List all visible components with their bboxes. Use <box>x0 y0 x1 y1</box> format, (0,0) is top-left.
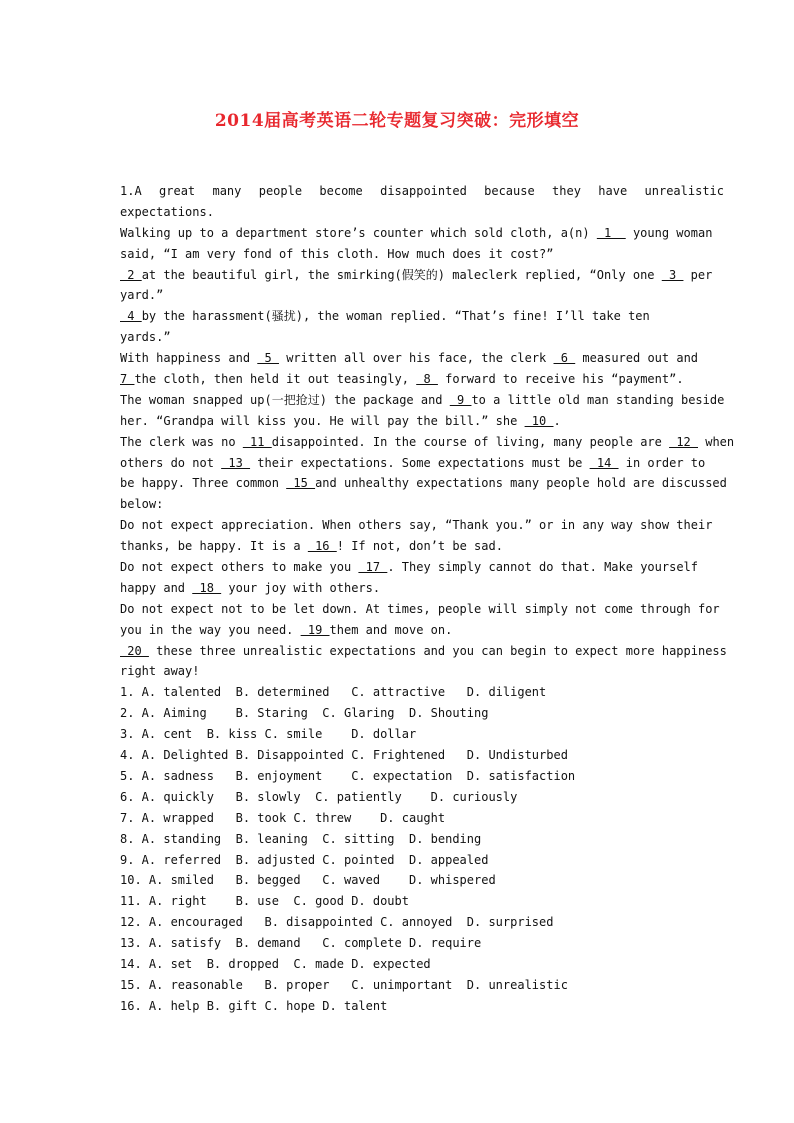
text-segment: at the beautiful girl, the smirking(假笑的) maleclerk replied, “Only one <box>141 267 662 282</box>
option-line: 1. A. talented B. determined C. attractive D. diligent <box>120 685 547 700</box>
blank-14: 14 <box>589 455 619 470</box>
option-line: 5. A. sadness B. enjoyment C. expectation D. satisfaction <box>120 768 576 783</box>
blank-4: 4 <box>120 309 142 324</box>
text-segment: their expectations. Some expectations must be <box>250 455 590 470</box>
option-line: 12. A. encouraged B. disappointed C. annoyed D. surprised <box>120 915 554 930</box>
document-title: 2014届高考英语二轮专题复习突破：完形填空 <box>214 111 580 131</box>
text-segment: forward to receive his “payment”. <box>437 372 684 387</box>
text-segment: and unhealthy expectations many people hold are discussed <box>315 476 727 491</box>
option-line: 11. A. right B. use C. good D. doubt <box>120 894 409 909</box>
blank-17: 17 <box>358 560 388 575</box>
text-segment: her. “Grandpa will kiss you. He will pay the bill.” she <box>120 413 525 428</box>
blank-3: 3 <box>661 267 684 282</box>
passage-line <box>120 578 724 599</box>
text-segment: Walking up to a department store’s counter which sold cloth, a(n) <box>120 225 597 240</box>
text-segment: The clerk was no <box>120 434 243 449</box>
blank-12: 12 <box>669 434 698 449</box>
blank-1: 1 <box>596 225 626 240</box>
passage-line <box>120 473 727 494</box>
text-segment: . <box>553 413 561 428</box>
blank-13: 13 <box>221 455 251 470</box>
text-segment: The woman snapped up(一把抢过) the package and <box>120 392 450 407</box>
text-segment: to a little old man standing beside <box>471 392 725 407</box>
text-segment: by the harassment(骚扰), the woman replied. “That’s fine! I’ll take ten <box>141 309 650 324</box>
blank-19: 19 <box>300 622 330 637</box>
text-segment: be happy. Three common <box>120 476 287 491</box>
passage-line <box>120 348 724 369</box>
text-segment: per <box>683 267 713 282</box>
passage-line: yards.” <box>120 330 171 345</box>
blank-20: 20 <box>120 643 149 658</box>
passage-line <box>120 432 735 453</box>
text-segment: the cloth, then held it out teasingly, <box>134 372 417 387</box>
blank-11: 11 <box>242 434 272 449</box>
text-segment: thanks, be happy. It is a <box>120 539 308 554</box>
text-segment: . They simply cannot do that. Make yourself <box>387 560 698 575</box>
option-line: 4. A. Delighted B. Disappointed C. Frightened D. Undisturbed <box>120 748 568 763</box>
passage-line: yard.” <box>120 288 164 303</box>
text-segment: young woman <box>625 225 713 240</box>
passage-line: Do not expect not to be let down. At times, people will simply not come through for <box>120 601 720 616</box>
passage-line: right away! <box>120 664 200 679</box>
passage-line <box>120 223 724 244</box>
passage-line <box>120 306 724 327</box>
text-segment: these three unrealistic expectations and you can begin to expect more happiness <box>148 643 727 658</box>
passage-line <box>120 369 724 390</box>
passage-line: Do not expect appreciation. When others say, “Thank you.” or in any way show their <box>120 518 713 533</box>
text-segment: in order to <box>618 455 706 470</box>
text-segment: ! If not, don’t be sad. <box>336 539 503 554</box>
blank-10: 10 <box>524 413 554 428</box>
option-line: 7. A. wrapped B. took C. threw D. caught <box>120 810 446 825</box>
blank-18: 18 <box>192 580 222 595</box>
text-segment: Do not expect others to make you <box>120 560 359 575</box>
blank-9: 9 <box>449 392 472 407</box>
blank-5: 5 <box>257 351 279 366</box>
text-segment: With happiness and <box>120 351 258 366</box>
option-line: 2. A. Aiming B. Staring C. Glaring D. Shouting <box>120 706 489 721</box>
option-line: 10. A. smiled B. begged C. waved D. whispered <box>120 873 496 888</box>
blank-15: 15 <box>286 476 316 491</box>
passage-line: below: <box>120 497 164 512</box>
passage-line <box>120 390 724 411</box>
option-line: 3. A. cent B. kiss C. smile D. dollar <box>120 727 417 742</box>
text-segment: when <box>698 434 735 449</box>
passage-line: expectations. <box>120 204 214 219</box>
option-line: 14. A. set B. dropped C. made D. expected <box>120 956 431 971</box>
passage-line: said, “I am very fond of this cloth. How much does it cost?” <box>120 246 554 261</box>
text-segment: others do not <box>120 455 222 470</box>
text-segment: you in the way you need. <box>120 622 301 637</box>
option-line: 9. A. referred B. adjusted C. pointed D. appealed <box>120 852 489 867</box>
option-line: 6. A. quickly B. slowly C. patiently D. curiously <box>120 789 518 804</box>
passage-line <box>120 620 724 641</box>
option-line: 13. A. satisfy B. demand C. complete D. require <box>120 936 482 951</box>
blank-6: 6 <box>553 351 576 366</box>
passage-line <box>120 265 724 286</box>
option-line: 8. A. standing B. leaning C. sitting D. bending <box>120 831 482 846</box>
text-segment: measured out and <box>575 351 699 366</box>
passage-line <box>120 536 724 557</box>
text-segment: them and move on. <box>329 622 453 637</box>
option-line: 16. A. help B. gift C. hope D. talent <box>120 998 388 1013</box>
text-segment: written all over his face, the clerk <box>278 351 554 366</box>
passage-line: 1.A great many people become disappointed because they have unrealistic <box>120 184 724 198</box>
blank-16: 16 <box>307 539 337 554</box>
passage-line <box>120 453 724 474</box>
blank-8: 8 <box>416 372 438 387</box>
passage-line <box>120 641 727 662</box>
passage-line <box>120 557 724 578</box>
text-segment: happy and <box>120 580 193 595</box>
cloze-passage <box>120 181 735 1017</box>
blank-7: 7 <box>120 372 135 387</box>
passage-line <box>120 411 724 432</box>
blank-2: 2 <box>120 267 142 282</box>
option-line: 15. A. reasonable B. proper C. unimportant D. unrealistic <box>120 977 568 992</box>
text-segment: disappointed. In the course of living, many people are <box>271 434 670 449</box>
text-segment: your joy with others. <box>221 580 381 595</box>
